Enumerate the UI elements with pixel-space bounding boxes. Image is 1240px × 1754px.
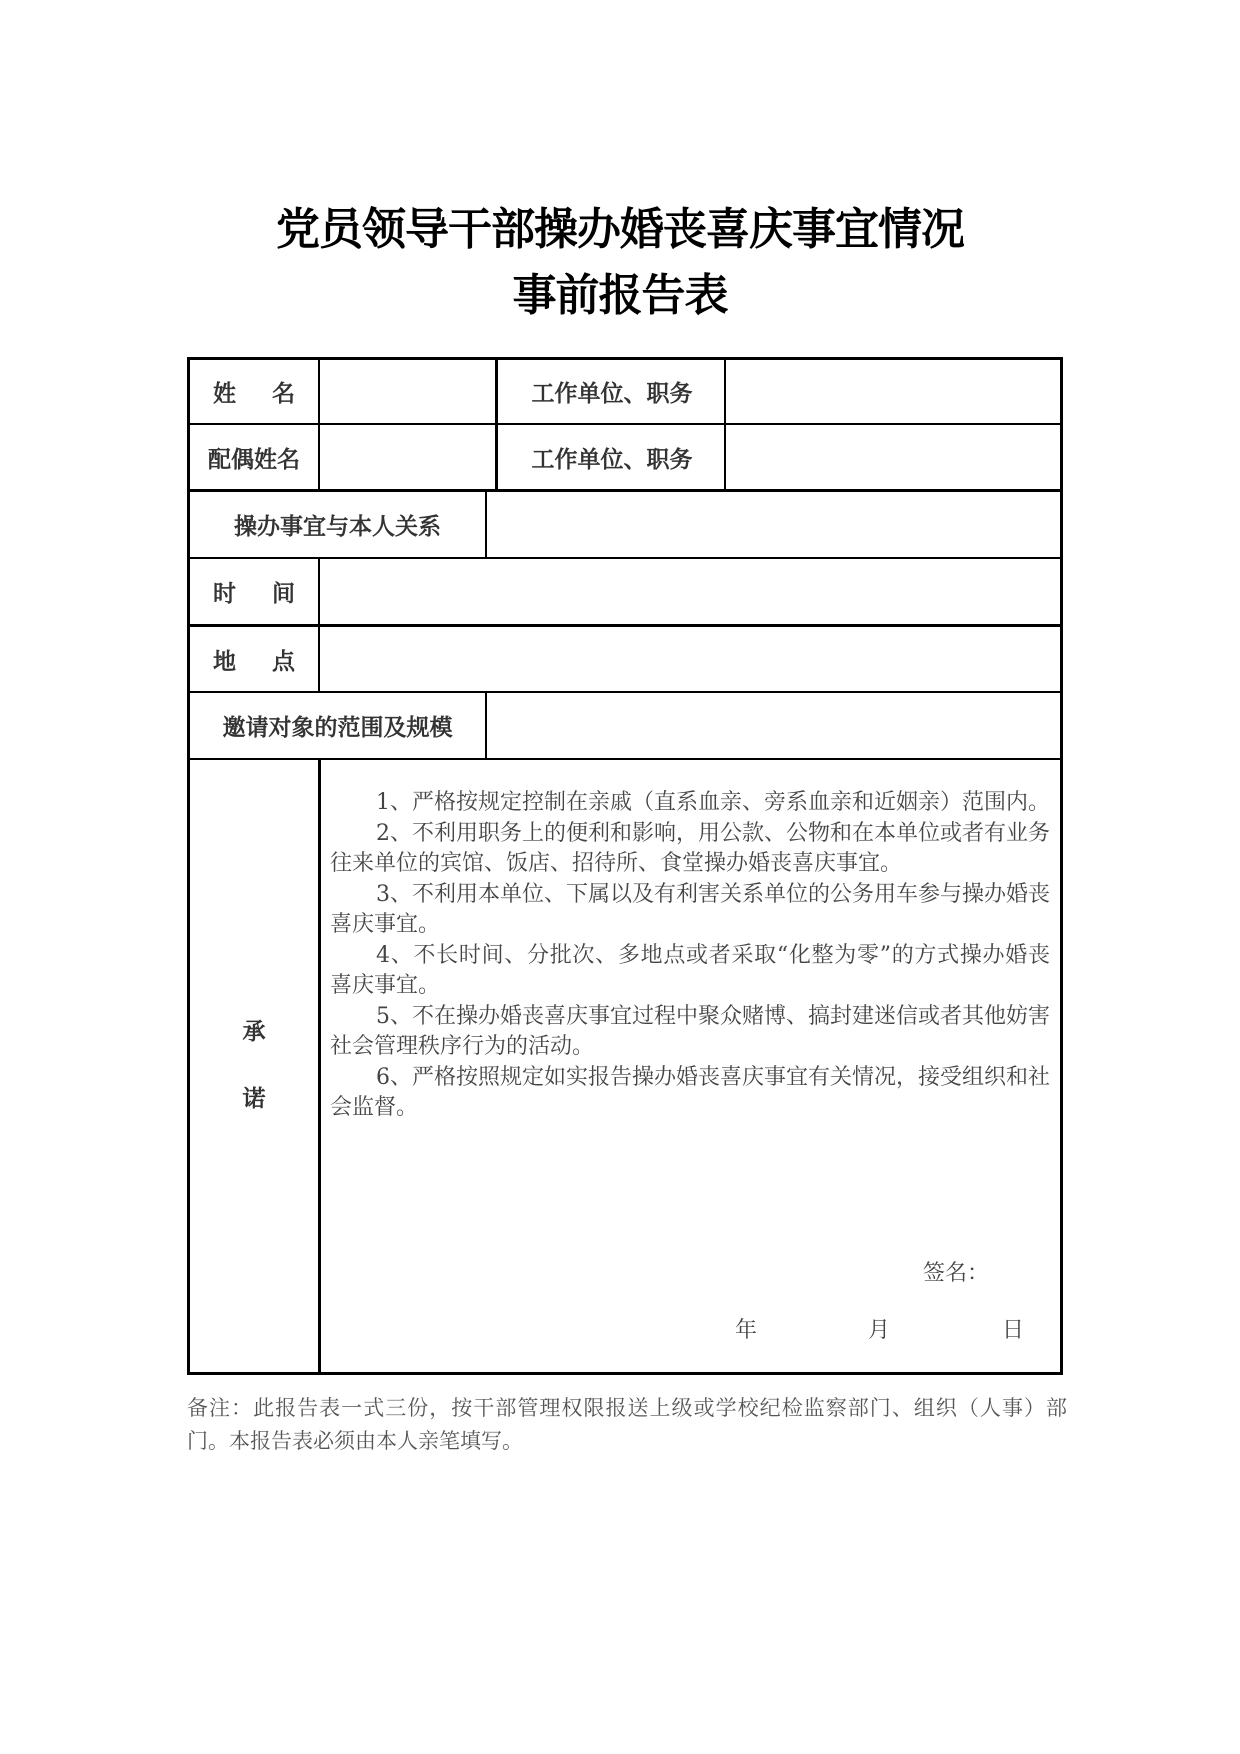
column-divider	[724, 360, 726, 490]
date-year-label: 年	[735, 1318, 758, 1343]
spouse-name-field[interactable]	[320, 425, 496, 489]
column-divider	[485, 492, 487, 557]
spouse-work-unit-position-field[interactable]	[727, 425, 1060, 489]
commitment-item: 3、不利用本单位、下属以及有利害关系单位的公务用车参与操办婚丧喜庆事宜。	[330, 881, 1050, 937]
time-label: 时 间	[212, 581, 309, 607]
commitment-item: 1、严格按规定控制在亲戚（直系血亲、旁系血亲和近姻亲）范围内。	[376, 790, 1050, 815]
commitment-item: 2、不利用职务上的便利和影响，用公款、公物和在本单位或者有业务往来单位的宾馆、饭店、招待所、食堂操办婚丧喜庆事宜。	[330, 820, 1050, 876]
column-divider	[485, 693, 487, 758]
invitees-scope-field[interactable]	[488, 693, 1060, 758]
invitees-scope-label: 邀请对象的范围及规模	[222, 715, 453, 741]
name-field[interactable]	[320, 360, 496, 423]
work-unit-position-label: 工作单位、职务	[531, 381, 693, 407]
commitment-label-char: 承	[242, 1019, 266, 1045]
date-day-label: 日	[1002, 1318, 1025, 1343]
time-field[interactable]	[321, 559, 1060, 624]
commitment-item: 5、不在操办婚丧喜庆事宜过程中聚众赌博、搞封建迷信或者其他妨害社会管理秩序行为的活动。	[330, 1003, 1050, 1059]
signature-label: 签名：	[923, 1261, 990, 1286]
commitment-label-char: 诺	[242, 1086, 266, 1112]
commitment-items	[330, 788, 1050, 1124]
date-month-label: 月	[868, 1318, 891, 1343]
location-label: 地 点	[212, 648, 309, 675]
spouse-work-unit-position-label: 工作单位、职务	[531, 446, 693, 473]
location-field[interactable]	[321, 627, 1060, 691]
commitment-label	[190, 760, 318, 1372]
commitment-item: 6、严格按照规定如实报告操办婚丧喜庆事宜有关情况，接受组织和社会监督。	[330, 1064, 1050, 1120]
report-form-table	[187, 357, 1063, 1375]
commitment-item: 4、不长时间、分批次、多地点或者采取“化整为零”的方式操办婚丧喜庆事宜。	[330, 942, 1050, 998]
document-title-line2: 事前报告表	[512, 270, 728, 321]
remark-note: 备注：此报告表一式三份，按干部管理权限报送上级或学校纪检监察部门、组织（人事）部门。本报告表必须由本人亲笔填写。	[187, 1396, 1067, 1453]
name-label: 姓 名	[212, 381, 309, 407]
work-unit-position-field[interactable]	[727, 360, 1060, 423]
document-title-line1: 党员领导干部操办婚丧喜庆事宜情况	[276, 204, 964, 255]
column-divider	[495, 360, 498, 490]
relationship-field[interactable]	[488, 492, 1060, 557]
column-divider	[318, 360, 320, 490]
spouse-name-label: 配偶姓名	[208, 446, 300, 473]
column-divider	[318, 760, 321, 1372]
relationship-label: 操办事宜与本人关系	[234, 514, 441, 540]
